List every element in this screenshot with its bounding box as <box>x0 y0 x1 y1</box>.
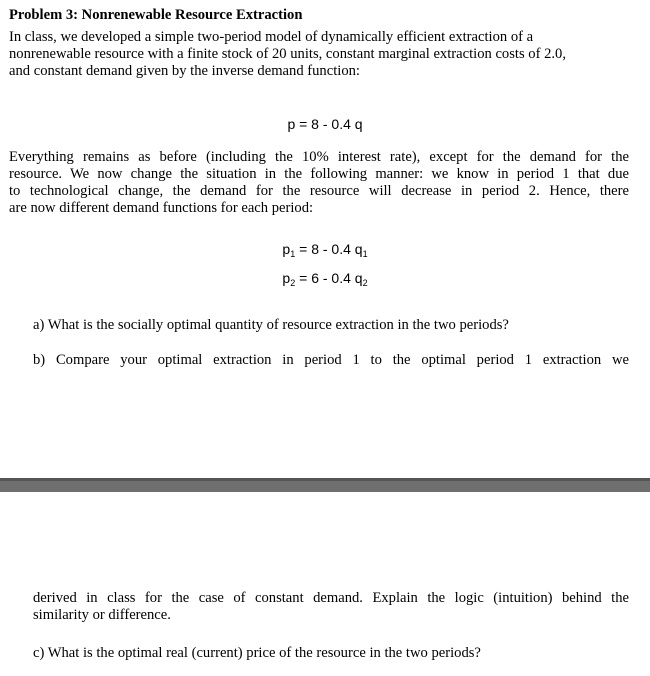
question-b-line: similarity or difference. <box>33 607 171 623</box>
equation-main: p = 8 - 0.4 q <box>287 116 363 132</box>
page-break-divider <box>0 478 650 492</box>
eq2-lhs: p <box>282 270 291 286</box>
change-line: to technological change, the demand for the resource will decrease in period 2. Hence, there <box>9 183 629 199</box>
page-2 <box>0 492 650 676</box>
intro-line: and constant demand given by the inverse demand function: <box>9 63 360 79</box>
eq2-lhs-sub: 2 <box>290 278 296 288</box>
question-b-continued <box>33 590 629 624</box>
eq1-lhs: p <box>282 241 291 257</box>
change-paragraph <box>9 149 629 217</box>
eq1-rhs-sub: 1 <box>362 249 368 259</box>
eq2-rhs: = 6 - 0.4 q <box>299 270 363 286</box>
intro-line: nonrenewable resource with a finite stock of 20 units, constant marginal extraction costs of 2.0, <box>9 46 566 62</box>
question-c: c) What is the optimal real (current) price of the resource in the two periods? <box>33 645 481 661</box>
change-line: resource. We now change the situation in the following manner: we know in period 1 that due <box>9 166 629 182</box>
eq1-lhs-sub: 1 <box>290 249 296 259</box>
intro-paragraph <box>9 29 629 80</box>
problem-title: Problem 3: Nonrenewable Resource Extraction <box>9 7 303 23</box>
question-b-line: derived in class for the case of constant demand. Explain the logic (intuition) behind the <box>33 590 629 606</box>
intro-line: In class, we developed a simple two-period model of dynamically efficient extraction of a <box>9 29 534 45</box>
equation-period-2 <box>0 270 650 288</box>
equation-period-1 <box>0 241 650 259</box>
question-b-start <box>33 352 629 369</box>
change-line: Everything remains as before (including the 10% interest rate), except for the demand for the <box>9 149 629 165</box>
eq1-rhs: = 8 - 0.4 q <box>299 241 363 257</box>
question-b-line: b) Compare your optimal extraction in period 1 to the optimal period 1 extraction we <box>33 352 629 368</box>
change-line: are now different demand functions for each period: <box>9 200 314 216</box>
question-a: a) What is the socially optimal quantity of resource extraction in the two periods? <box>33 317 509 333</box>
eq2-rhs-sub: 2 <box>362 278 368 288</box>
